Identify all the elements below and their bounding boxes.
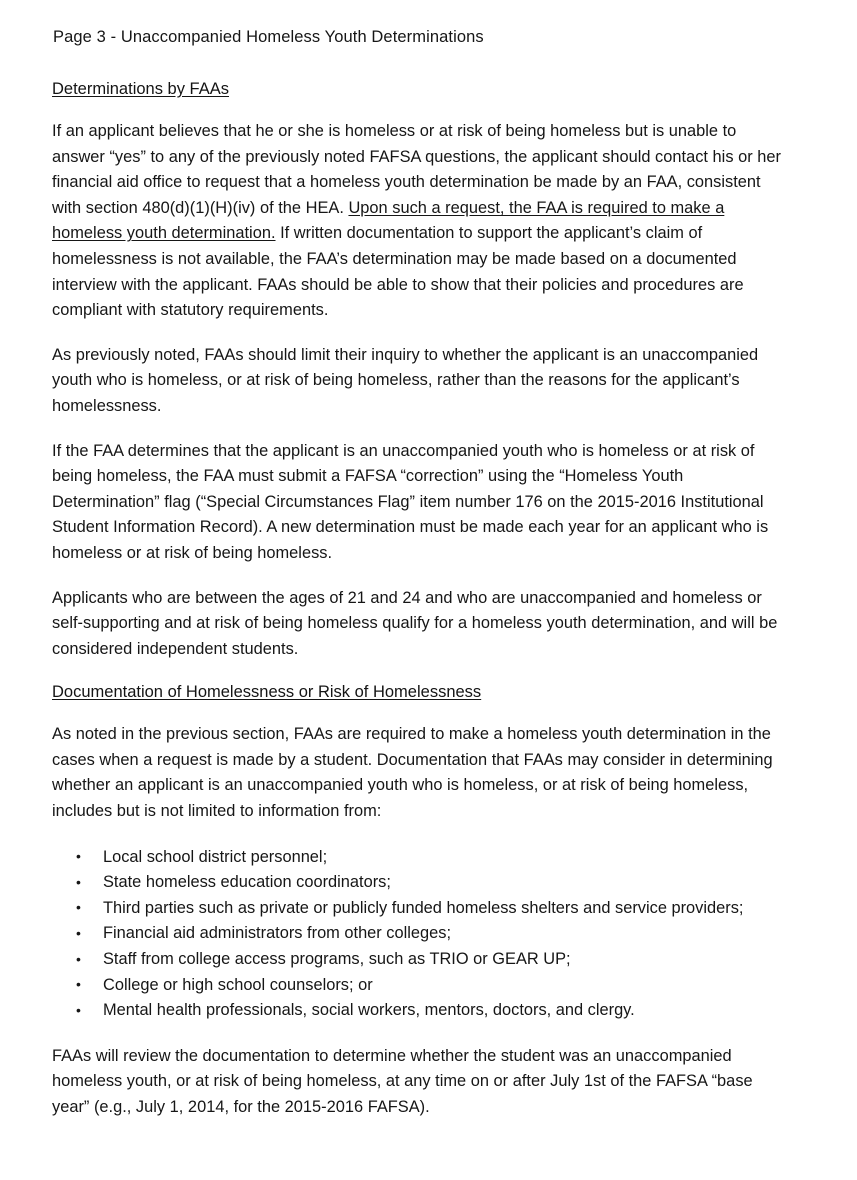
list-item: • Financial aid administrators from other colleges;	[52, 921, 790, 947]
paragraph-review-documentation-base-year: FAAs will review the documentation to determine whether the student was an unaccompanied homeless youth, or at risk of being homeless, at any time on or after July 1st of the FAFSA “base year” (e.g., July 1, 2014, for the 2015-2016 FAFSA).	[52, 1046, 753, 1116]
list-item: • Third parties such as private or publicly funded homeless shelters and service providers;	[52, 896, 790, 922]
paragraph-text-after-underline: If written documentation to support the applicant’s claim of homelessness is not available, the FAA’s determination may be made based on a documented interview with the applicant. FAAs should be able to show that their policies and procedures are compliant with statutory requirements.	[52, 224, 744, 320]
spacer	[52, 703, 790, 722]
section-heading-determinations-by-faas	[52, 78, 790, 100]
underlined-sentence-faa-required: Upon such a request, the FAA is required to make a homeless youth determination.	[52, 198, 725, 243]
list-item: • Local school district personnel;	[52, 845, 790, 871]
spacer	[52, 100, 790, 119]
spacer	[52, 420, 790, 439]
page-footer-whitespace	[52, 1121, 790, 1180]
list-item: • Mental health professionals, social workers, mentors, doctors, and clergy.	[52, 998, 790, 1024]
list-item: • State homeless education coordinators;	[52, 870, 790, 896]
spacer	[52, 825, 790, 845]
spacer	[52, 48, 790, 78]
paragraph-documentation-intro: As noted in the previous section, FAAs are required to make a homeless youth determination in the cases when a request is made by a student. Documentation that FAAs may consider in determining whether an applicant is an unaccompanied youth who is homeless, or at risk of being homeless, includes but is not limited to information from:	[52, 725, 773, 821]
spacer	[52, 662, 790, 681]
paragraph-fafsa-correction-flag: If the FAA determines that the applicant is an unaccompanied youth who is homeless or at risk of being homeless, the FAA must submit a FAFSA “correction” using the “Homeless Youth Determination” flag (“Special Circumstances Flag” item number 176 on the 2015-2016 Institutional Student Information Record). A new determination must be made each year for an applicant who is homeless or at risk of being homeless.	[52, 441, 769, 562]
paragraph-determination-request	[52, 119, 790, 324]
spacer	[52, 567, 790, 586]
list-item: • College or high school counselors; or	[52, 973, 790, 999]
paragraph-limit-inquiry: As previously noted, FAAs should limit their inquiry to whether the applicant is an unaccompanied youth who is homeless, or at risk of being homeless, rather than the reasons for the applicant’s homelessness.	[52, 345, 759, 415]
spacer	[52, 1024, 790, 1044]
documentation-sources-list	[52, 845, 790, 1024]
paragraph-text-before-underline: If an applicant believes that he or she is homeless or at risk of being homeless but is unable to answer “yes” to any of the previously noted FAFSA questions, the applicant should contact his or her financial aid office to request that a homeless youth determination be made by an FAA, consistent with section 480(d)(1)(H)(iv) of the HEA.	[52, 122, 781, 217]
running-head: Page 3 - Unaccompanied Homeless Youth Determinations	[53, 28, 484, 46]
section-heading-text: Documentation of Homelessness or Risk of Homelessness	[52, 683, 482, 702]
paragraph-ages-21-to-24: Applicants who are between the ages of 21 and 24 and who are unaccompanied and homeless or self-supporting and at risk of being homeless qualify for a homeless youth determination, and will be considered independent students.	[52, 588, 778, 658]
list-item: • Staff from college access programs, such as TRIO or GEAR UP;	[52, 947, 790, 973]
spacer	[52, 324, 790, 343]
section-heading-documentation-of-homelessness	[52, 681, 790, 703]
section-heading-text: Determinations by FAAs	[52, 80, 229, 98]
